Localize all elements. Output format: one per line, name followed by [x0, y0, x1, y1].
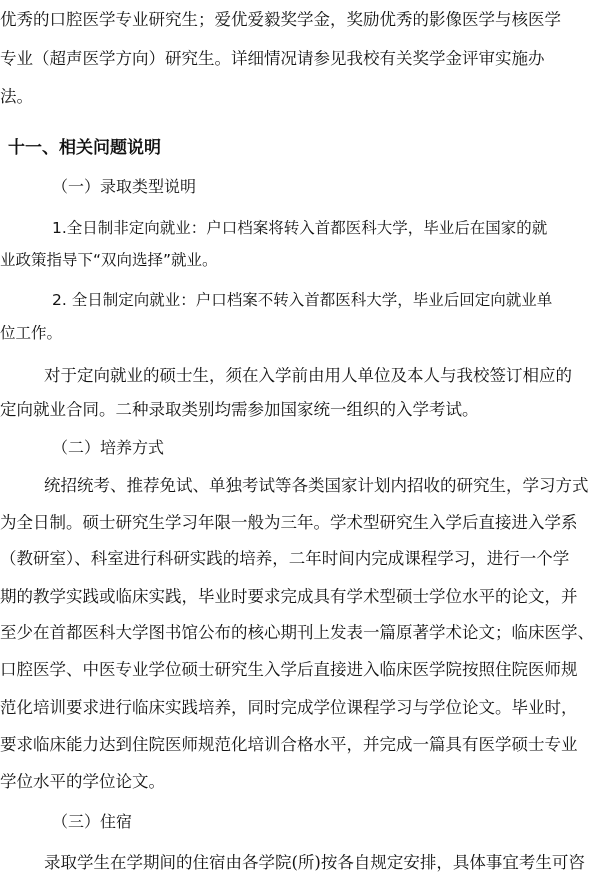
paragraph-line: 业政策指导下“双向选择”就业。: [0, 251, 218, 269]
paragraph-line: 对于定向就业的硕士生，须在入学前由用人单位及本人与我校签订相应的: [44, 366, 572, 385]
subsection-heading: （三）住宿: [52, 812, 133, 831]
paragraph-line: 学位水平的学位论文。: [0, 772, 165, 791]
subsection-heading: （一）录取类型说明: [52, 177, 197, 196]
paragraph-line: 范化培训要求进行临床实践培养，同时完成学位课程学习与学位论文。毕业时，: [0, 698, 578, 717]
paragraph-line: 位工作。: [0, 324, 63, 342]
paragraph-line: 专业（超声医学方向）研究生。详细情况请参见我校有关奖学金评审实施办: [0, 49, 545, 68]
paragraph-line: 统招统考、推荐免试、单独考试等各类国家计划内招收的研究生，学习方式: [44, 476, 589, 495]
paragraph-line: 1.全日制非定向就业：户口档案将转入首都医科大学，毕业后在国家的就: [52, 219, 548, 237]
paragraph-line: 录取学生在学期间的住宿由各学院(所)按各自规定安排，具体事宜考生可咨: [44, 853, 585, 872]
subsection-heading: （二）培养方式: [52, 438, 165, 457]
paragraph-line: （教研室）、科室进行科研实践的培养，二年时间内完成课程学习，进行一个学: [0, 549, 570, 568]
paragraph-line: 至少在首都医科大学图书馆公布的核心期刊上发表一篇原著学术论文；临床医学、: [0, 623, 594, 642]
paragraph-line: 法。: [0, 87, 33, 106]
paragraph-line: 口腔医学、中医专业学位硕士研究生入学后直接进入临床医学院按照住院医师规: [0, 660, 578, 679]
paragraph-line: 要求临床能力达到住院医师规范化培训合格水平，并完成一篇具有医学硕士专业: [0, 735, 578, 754]
section-heading: 十一、相关问题说明: [8, 138, 161, 158]
paragraph-line: 定向就业合同。二种录取类别均需参加国家统一组织的入学考试。: [0, 400, 479, 419]
paragraph-line: 2. 全日制定向就业：户口档案不转入首都医科大学，毕业后回定向就业单: [52, 291, 553, 309]
paragraph-line: 为全日制。硕士研究生学习年限一般为三年。学术型研究生入学后直接进入学系: [0, 513, 578, 532]
paragraph-line: 优秀的口腔医学专业研究生；爱优爱毅奖学金，奖励优秀的影像医学与核医学: [0, 10, 561, 29]
paragraph-line: 期的教学实践或临床实践，毕业时要求完成具有学术型硕士学位水平的论文，并: [0, 587, 578, 606]
